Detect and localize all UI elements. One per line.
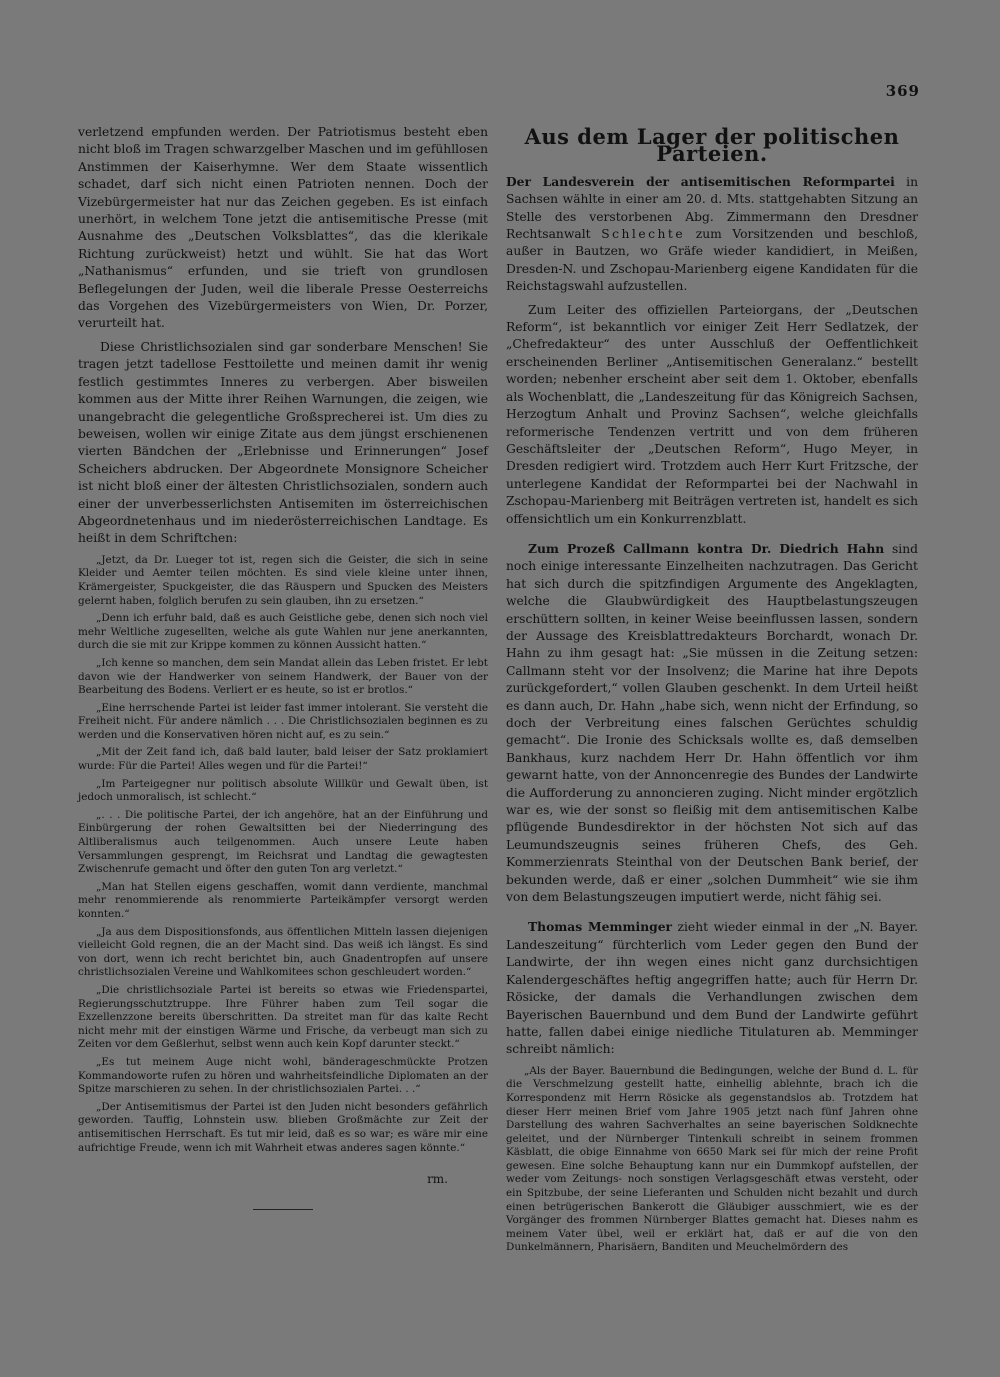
section-headline: Aus dem Lager der politischen Parteien.	[524, 124, 900, 167]
paragraph: Diese Christlichsozialen sind gar sonderbare Menschen! Sie tragen jetzt tadellose Festtoilette und meinen damit ihr wenig festlich gestimmtes Inneres zu verbergen. Aber bisweilen kommen aus der Mitte ihrer Reihen Warnungen, die zeigen, wie unangebracht die gelegentliche Großsprecherei ist. Um dies zu beweisen, wollen wir einige Zitate aus dem jüngst erschienenen vierten Bändchen der „Erlebnisse und Erinnerungen“ Josef Scheichers abdrucken. Der Abgeordnete Monsignore Scheicher ist nicht bloß einer der ältesten Christlichsozialen, sondern auch einer der unverbesserlichsten Antisemiten im österreichischen Abgeordnetenhaus und im niederösterreichischen Landtage. Es heißt in dem Schriftchen:	[78, 339, 488, 546]
quote: „. . . Die politische Partei, der ich angehöre, hat an der Einführung und Einbürgerung der rohen Gewaltsitten bei der Niederringung des Altliberalismus auch teilgenommen. Auch unsere Leute haben Versammlungen gesprengt, im Reichsrat und Landtag die gewagtesten Zwischenrufe gemacht und öfter den guten Ton arg verletzt.“	[78, 808, 488, 876]
quote: „Der Antisemitismus der Partei ist den Juden nicht besonders gefährlich geworden. Tauffig, Lohnstein usw. blieben Großmächte zur Zeit der antisemitischen Herrschaft. Es tut mir leid, daß es so war; es wäre mir eine aufrichtige Freude, wenn ich mit Wahrheit etwas anderes sagen könnte.“	[78, 1100, 488, 1154]
left-column	[78, 124, 488, 1210]
quote: „Die christlichsoziale Partei ist bereits so etwas wie Friedenspartei, Regierungsschutztruppe. Ihre Führer haben zum Teil sogar die Exzellenzzone bereits überschritten. Da streitet man für das kalte Recht nicht mehr mit der einstigen Wärme und Frische, da verbeugt man sich zu Zeiten vor dem Geßlerhut, selbst wenn auch kein Kopf darunter steckt.“	[78, 983, 488, 1051]
paragraph-text: sind noch einige interessante Einzelheiten nachzutragen. Das Gericht hat sich durch die spitzfindigen Argumente des Angeklagten, welche die Glaubwürdigkeit des Hauptbelastungszeugen erschüttern sollten, in keiner Weise beeinflussen lassen, sondern der Aussage des Kreisblattredakteurs Borchardt, wonach Dr. Hahn zu ihm gesagt hat: „Sie müssen in die Zeitung setzen: Callmann steht vor der Insolvenz; die Marine hat ihre Depots zurückgefordert,“ vollen Glauben geschenkt. In dem Urteil heißt es dann auch, Dr. Hahn „habe sich, wenn nicht der Erfindung, so doch der Verbreitung eines falschen Gerüchtes schuldig gemacht“. Die Ironie des Schicksals wollte es, daß demselben Bankhaus, kurz nachdem Herr Dr. Hahn öffentlich vor ihm gewarnt hatte, von der Annoncenregie des Bundes der Landwirte die Aufforderung zu annoncieren zuging. Nicht minder ergötzlich war es, wie der sonst so fleißig mit dem antisemitischen Kalbe pflügende Bundesdirektor in der höchsten Not sich auf das Leumundszeugnis seines früheren Chefs, des Geh. Kommerzienrats Steinthal von der Deutschen Bank berief, der bekunden werde, daß er einer „solchen Dummheit“ wie sie ihm von dem Belastungszeugen imputiert werde, nicht fähig sei.	[506, 541, 918, 905]
paragraph: verletzend empfunden werden. Der Patriotismus besteht eben nicht bloß im Tragen schwarzgelber Maschen und im gefühllosen Anstimmen der Kaiserhymne. Wer dem Staate wissentlich schadet, darf sich nicht einen Patrioten nennen. Doch der Vizebürgermeister hat nur das Zeichen gegeben. Es ist einfach unerhört, in welchem Tone jetzt die antisemitische Presse (mit Ausnahme des „Deutschen Volksblattes“, das die klerikale Richtung zurückweist) hetzt und wühlt. Sie hat das Wort „Nathanismus“ erfunden, und sie trieft von grundlosen Beflegelungen der Juden, weil die liberale Presse Oesterreichs das Vorgehen des Vizebürgermeisters von Wien, Dr. Porzer, verurteilt hat.	[78, 125, 488, 331]
quote: „Mit der Zeit fand ich, daß bald lauter, bald leiser der Satz proklamiert wurde: Für die Partei! Alles wegen und für die Partei!“	[78, 746, 488, 773]
author-signature: rm.	[427, 1172, 448, 1187]
lead-phrase: Thomas Memminger	[528, 919, 673, 935]
paragraph: Zum Leiter des offiziellen Parteiorgans, der „Deutschen Reform“, ist bekanntlich vor einiger Zeit Herr Sedlatzek, der „Chefredakteur“ des unter Ausschluß der Oeffentlichkeit erscheinenden Berliner „Antisemitischen Generalanz.“ bestellt worden; nebenher erscheint aber seit dem 1. Oktober, ebenfalls als Wochenblatt, die „Landeszeitung für das Königreich Sachsen, Herzogtum Anhalt und Provinz Sachsen“, welche gleichfalls reformerische Tendenzen vertritt und von dem früheren Geschäftsleiter der „Deutschen Reform“, Hugo Meyer, in Dresden redigiert wird. Trotzdem auch Herr Kurt Fritzsche, der unterlegene Kandidat der Reformpartei bei der Nachwahl in Zschopau-Marienberg mit Beiträgen vertreten ist, handelt es sich offensichtlich um ein Konkurrenzblatt.	[506, 302, 918, 526]
paragraph	[506, 540, 918, 907]
paragraph	[506, 918, 918, 1058]
quote: „Denn ich erfuhr bald, daß es auch Geistliche gebe, denen sich noch viel mehr Weltliche zugesellten, welche als gute Wahlen nur jene anerkannten, durch die sie mit zur Krippe kommen zu können Aussicht hatten.“	[78, 612, 488, 652]
page-number: 369	[885, 82, 920, 100]
divider	[253, 1209, 313, 1210]
quote: „Man hat Stellen eigens geschaffen, womit dann verdiente, manchmal mehr renommierende als renommierte Parteikämpfer versorgt werden konnten.“	[78, 880, 488, 920]
quote: „Ja aus dem Dispositionsfonds, aus öffentlichen Mitteln lassen diejenigen vielleicht Gold regnen, die an der Macht sind. Das weiß ich längst. Es sind von dort, wenn ich recht berichtet bin, auch Gnadentropfen auf unsere christlichsozialen Vereine und Wahlkomitees schon geschleudert worden.“	[78, 925, 488, 979]
paragraph-text: zieht wieder einmal in der „N. Bayer. Landeszeitung“ fürchterlich vom Leder gegen den Bund der Landwirte, der ihn wegen eines nicht ganz durchsichtigen Kalendergeschäftes heftig angegriffen hatte; auch für Herrn Dr. Rösicke, der damals die Verhandlungen zwischen dem Bayerischen Bauernbund und dem Bund der Landwirte geführt hatte, fallen dabei einige niedliche Titulaturen ab. Memminger schreibt nämlich:	[506, 920, 918, 1057]
emphasized-name: Schlechte	[601, 227, 686, 242]
lead-phrase: Der Landesverein der antisemitischen Reformpartei	[506, 173, 895, 189]
quote: „Ich kenne so manchen, dem sein Mandat allein das Leben fristet. Er lebt davon wie der Handwerker von seinem Handwerk, der Bauer von der Bearbeitung des Bodens. Verliert er es heute, so ist er brotlos.“	[78, 656, 488, 697]
paragraph	[506, 173, 918, 296]
quote: „Jetzt, da Dr. Lueger tot ist, regen sich die Geister, die sich in seine Kleider und Aemter teilen möchten. Es sind viele kleine unter ihnen, Krämergeister, Spuckgeister, die das Räuspern und Spucken des Meisters gelernt haben, folglich berufen zu sein glauben, ihn zu ersetzen.“	[78, 553, 488, 607]
paragraph-text: in Sachsen wählte in einer am 20. d. Mts. stattgehabten Sitzung an Stelle des verstorbenen Abg. Zimmermann den Dresdner Rechtsanwalt	[506, 174, 918, 242]
quote: „Im Parteigegner nur politisch absolute Willkür und Gewalt üben, ist jedoch unmoralisch, ist schlecht.“	[78, 777, 488, 804]
paragraph-text: zum Vorsitzenden und beschloß, außer in Bautzen, wo Gräfe wieder kandidiert, in Meißen, Dresden-N. und Zschopau-Marienberg eigene Kandidaten für die Reichstagswahl aufzustellen.	[506, 227, 918, 294]
quote: „Als der Bayer. Bauernbund die Bedingungen, welche der Bund d. L. für die Verschmelzung gestellt hatte, einhellig ablehnte, brach ich die Korrespondenz mit Herrn Rösicke als gegenstandslos ab. Trotzdem hat dieser Herr meinen Brief vom Jahre 1905 jetzt nach fünf Jahren ohne Darstellung des wahren Sachverhaltes an seine bayerischen Soldknechte geleitet, und der Nürnberger Tintenkuli schreibt in seinem frommen Käsblatt, die obige Einnahme von 6650 Mark sei für mich der reine Profit gewesen. Eine solche Behauptung kann nur ein Dummkopf aufstellen, der weder vom Zeitungs- noch sonstigen Verlagsgeschäft etwas versteht, oder ein Spitzbube, der seine Lieferanten und Schulden nicht bezahlt und durch einen betrügerischen Bankerott die Gläubiger ausschmiert, wie es der Vorgänger des frommen Nürnberger Blattes gemacht hat. Dieses nahm es meinem Vater übel, weil er erklärt hat, daß er auf die von den Dunkelmännern, Pharisäern, Banditen und Meuchelmördern des	[506, 1064, 918, 1254]
right-column	[506, 124, 918, 1259]
lead-phrase: Zum Prozeß Callmann kontra Dr. Diedrich Hahn	[528, 540, 885, 556]
quote: „Es tut meinem Auge nicht wohl, bänderageschmückte Protzen Kommandoworte rufen zu hören und wahrheitsfeindliche Diplomaten an der Spitze marschieren zu sehen. In der christlichsozialen Partei. . .“	[78, 1055, 488, 1096]
quote: „Eine herrschende Partei ist leider fast immer intolerant. Sie versteht die Freiheit nicht. Für andere nämlich . . . Die Christlichsozialen beginnen es zu werden und die Konservativen hören nicht auf, es zu sein.“	[78, 701, 488, 741]
